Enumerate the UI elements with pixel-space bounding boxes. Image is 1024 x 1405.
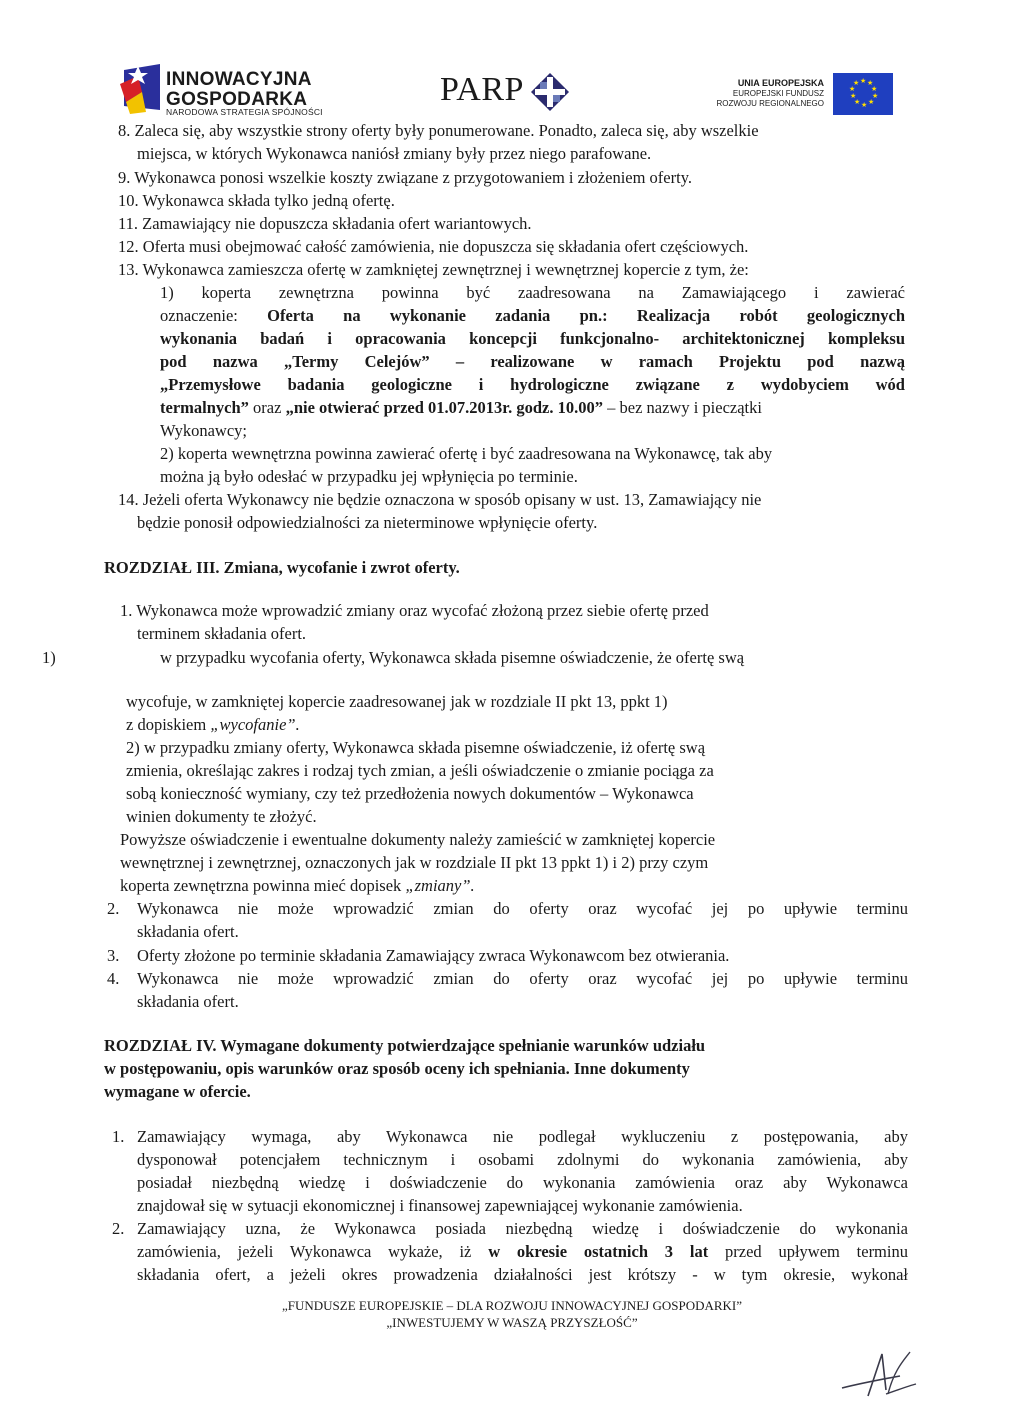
parp-logo (440, 72, 590, 112)
item-13-2-line-2: można ją było odesłać w przypadku jej wpłynięcia po terminie. (160, 467, 578, 486)
s4-item-1-number: 1. (112, 1127, 125, 1146)
item-13: 13. Wykonawca zamieszcza ofertę w zamkniętej zewnętrznej i wewnętrznej kopercie z tym, że: (118, 260, 749, 279)
svg-text:★: ★ (854, 98, 861, 106)
item-13-1-line-2 (160, 306, 905, 326)
section-4-heading-line-2: w postępowaniu, opis warunków oraz sposób oceny ich spełniania. Inne dokumenty (104, 1059, 690, 1078)
s3-item-1-1-italic: „wycofanie”. (210, 715, 300, 734)
s3-item-1-2-line-4: winien dokumenty te złożyć. (126, 807, 317, 826)
item-13-1-mid: oraz (248, 398, 286, 417)
item-11: 11. Zamawiający nie dopuszcza składania ofert wariantowych. (118, 214, 532, 233)
item-10: 10. Wykonawca składa tylko jedną ofertę. (118, 191, 395, 210)
item-13-1-line-3: wykonania badań i opracowania koncepcji funkcjonalno- architektonicznej kompleksu (160, 329, 905, 348)
s3-item-3-number: 3. (107, 946, 120, 965)
s3-item-1-line-1: 1. Wykonawca może wprowadzić zmiany oraz wycofać złożoną przez siebie ofertę przed (120, 601, 709, 620)
s3-note-line-3 (120, 876, 475, 896)
svg-text:★: ★ (871, 85, 878, 93)
s4-item-2-line-1: Zamawiający uzna, że Wykonawca posiada niezbędną wiedzę i doświadczenie do wykonania (137, 1219, 908, 1238)
innowacyjna-gospodarka-emblem-icon (120, 62, 164, 114)
svg-text:★: ★ (872, 92, 879, 100)
footer-line-2: „INWESTUJEMY W WASZĄ PRZYSZŁOŚĆ” (386, 1315, 638, 1330)
item-13-1-line-6 (160, 398, 762, 418)
s3-item-1-1-number: 1) (42, 648, 56, 667)
item-13-1-prefix: oznaczenie: (160, 306, 268, 325)
s3-item-1-1-line-2: wycofuje, w zamkniętej kopercie zaadresowanej jak w rozdziale II pkt 13, ppkt 1) (126, 692, 668, 711)
logo-line-3: NARODOWA STRATEGIA SPÓJNOŚCI (166, 107, 323, 117)
item-9: 9. Wykonawca ponosi wszelkie koszty związane z przygotowaniem i złożeniem oferty. (118, 168, 693, 187)
s3-item-1-1-line-1: w przypadku wycofania oferty, Wykonawca składa pisemne oświadczenie, że ofertę swą (160, 648, 745, 667)
s4-item-2-prefix: zamówienia, jeżeli Wykonawca wykaże, iż (137, 1242, 489, 1261)
svg-text:★: ★ (850, 92, 857, 100)
s3-item-1-2-line-2: zmienia, określając zakres i rodzaj tych zmian, a jeśli oświadczenie o zmianie pociąga za (126, 761, 714, 780)
footer-line-1: „FUNDUSZE EUROPEJSKIE – DLA ROZWOJU INNOWACYJNEJ GOSPODARKI” (281, 1298, 743, 1313)
s3-item-1-2-line-3: sobą konieczność wymiany, czy też przedłożenia nowych dokumentów – Wykonawca (126, 784, 694, 803)
s4-item-1-line-1: Zamawiający wymaga, aby Wykonawca nie podlegał wykluczeniu z postępowania, aby (137, 1127, 908, 1146)
s3-item-3: Oferty złożone po terminie składania Zamawiający zwraca Wykonawcom bez otwierania. (137, 946, 730, 965)
svg-text:★: ★ (868, 98, 875, 106)
s3-item-2-line-2: składania ofert. (137, 922, 239, 941)
item-12: 12. Oferta musi obejmować całość zamówienia, nie dopuszcza się składania ofert częściowych. (118, 237, 749, 256)
s3-item-4-line-1: Wykonawca nie może wprowadzić zmian do oferty oraz wycofać jej po upływie terminu (137, 969, 908, 988)
s4-item-2-number: 2. (112, 1219, 125, 1238)
eu-flag-icon (833, 73, 893, 115)
s4-item-2-line-3: składania ofert, a jeżeli okres prowadzenia działalności jest krótszy - w tym okresie, wykonał (137, 1265, 908, 1284)
page-header (0, 62, 1024, 117)
item-13-2-line-1: 2) koperta wewnętrzna powinna zawierać ofertę i być zaadresowana na Wykonawcę, tak aby (160, 444, 773, 463)
item-14-line-1: 14. Jeżeli oferta Wykonawcy nie będzie oznaczona w sposób opisany w ust. 13, Zamawiający nie (118, 490, 762, 509)
s4-item-1-line-3: posiadał niezbędną wiedzę i doświadczenie do wykonania zamówienia oraz aby Wykonawca (137, 1173, 908, 1192)
s3-note-prefix: koperta zewnętrzna powinna mieć dopisek (120, 876, 406, 895)
s4-item-2-bold: w okresie ostatnich 3 lat (488, 1242, 709, 1261)
s3-item-1-1-prefix: z dopiskiem (126, 715, 211, 734)
item-13-1-line-7: Wykonawcy; (160, 421, 247, 440)
logo-line-2: GOSPODARKA (166, 89, 308, 110)
s3-item-1-1-line-3 (126, 715, 300, 735)
item-13-1-line-5: „Przemysłowe badania geologiczne i hydrologiczne związane z wydobyciem wód (160, 375, 905, 394)
parp-wordmark: PARP (440, 71, 524, 108)
svg-text:★: ★ (867, 79, 874, 87)
item-13-1-line-4: pod nazwa „Termy Celejów” – realizowane w ramach Projektu pod nazwą (160, 352, 905, 371)
item-13-1-end: – bez nazwy i pieczątki (603, 398, 762, 417)
item-8-line-1: 8. Zaleca się, aby wszystkie strony oferty były ponumerowane. Ponadto, zaleca się, aby wszelkie (118, 121, 759, 140)
s4-item-1-line-2: dysponował potencjałem technicznym i osobami zdolnymi do wykonania zamówienia, aby (137, 1150, 908, 1169)
svg-text:★: ★ (849, 85, 856, 93)
item-13-1-bold-2: termalnych” (160, 398, 249, 417)
s4-item-2-line-2 (137, 1242, 908, 1262)
s3-item-1-2-line-1: 2) w przypadku zmiany oferty, Wykonawca składa pisemne oświadczenie, iż ofertę swą (126, 738, 706, 757)
section-4-heading-line-1: ROZDZIAŁ IV. Wymagane dokumenty potwierdzające spełnianie warunków udziału (104, 1036, 706, 1055)
eu-logo-line-2: EUROPEJSKI FUNDUSZ (732, 89, 824, 98)
s3-item-2-number: 2. (107, 899, 120, 918)
s3-note-line-1: Powyższe oświadczenie i ewentualne dokumenty należy zamieścić w zamkniętej kopercie (120, 830, 716, 849)
item-13-1-bold: Oferta na wykonanie zadania pn.: Realizacja robót geologicznych (267, 306, 906, 325)
item-14-line-2: będzie ponosił odpowiedzialności za nieterminowe wpłynięcie oferty. (137, 513, 598, 532)
svg-text:★: ★ (853, 79, 860, 87)
item-13-1-bold-3: „nie otwierać przed 01.07.2013r. godz. 10.00” (285, 398, 603, 417)
s3-item-4-number: 4. (107, 969, 120, 988)
eu-logo-line-1: UNIA EUROPEJSKA (737, 78, 824, 88)
section-4-heading-line-3: wymagane w ofercie. (104, 1082, 251, 1101)
handwritten-initials (838, 1350, 918, 1400)
s4-item-2-end: przed upływem terminu (708, 1242, 908, 1261)
item-8-line-2: miejsca, w których Wykonawca naniósł zmiany były przez niego parafowane. (137, 144, 652, 163)
parp-diamond-icon (530, 72, 570, 112)
s3-item-4-line-2: składania ofert. (137, 992, 239, 1011)
logo-line-1: INNOWACYJNA (166, 69, 312, 90)
item-13-1-line-1: 1) koperta zewnętrzna powinna być zaadresowana na Zamawiającego i zawierać (160, 283, 905, 302)
s3-note-italic: „zmiany”. (405, 876, 475, 895)
svg-text:★: ★ (861, 101, 868, 109)
eu-logo-line-3: ROZWOJU REGIONALNEGO (716, 99, 824, 108)
svg-text:★: ★ (860, 77, 867, 85)
s3-note-line-2: wewnętrznej i zewnętrznej, oznaczonych jak w rozdziale II pkt 13 ppkt 1) i 2) przy czym (120, 853, 709, 872)
innowacyjna-gospodarka-logo (120, 62, 350, 117)
s3-item-2-line-1: Wykonawca nie może wprowadzić zmian do oferty oraz wycofać jej po upływie terminu (137, 899, 908, 918)
s3-item-1-line-2: terminem składania ofert. (137, 624, 307, 643)
eu-logo (700, 70, 900, 114)
s4-item-1-line-4: znajdował się w sytuacji ekonomicznej i finansowej zapewniającej wykonanie zamówienia. (137, 1196, 743, 1215)
section-3-heading: ROZDZIAŁ III. Zmiana, wycofanie i zwrot oferty. (104, 558, 460, 577)
